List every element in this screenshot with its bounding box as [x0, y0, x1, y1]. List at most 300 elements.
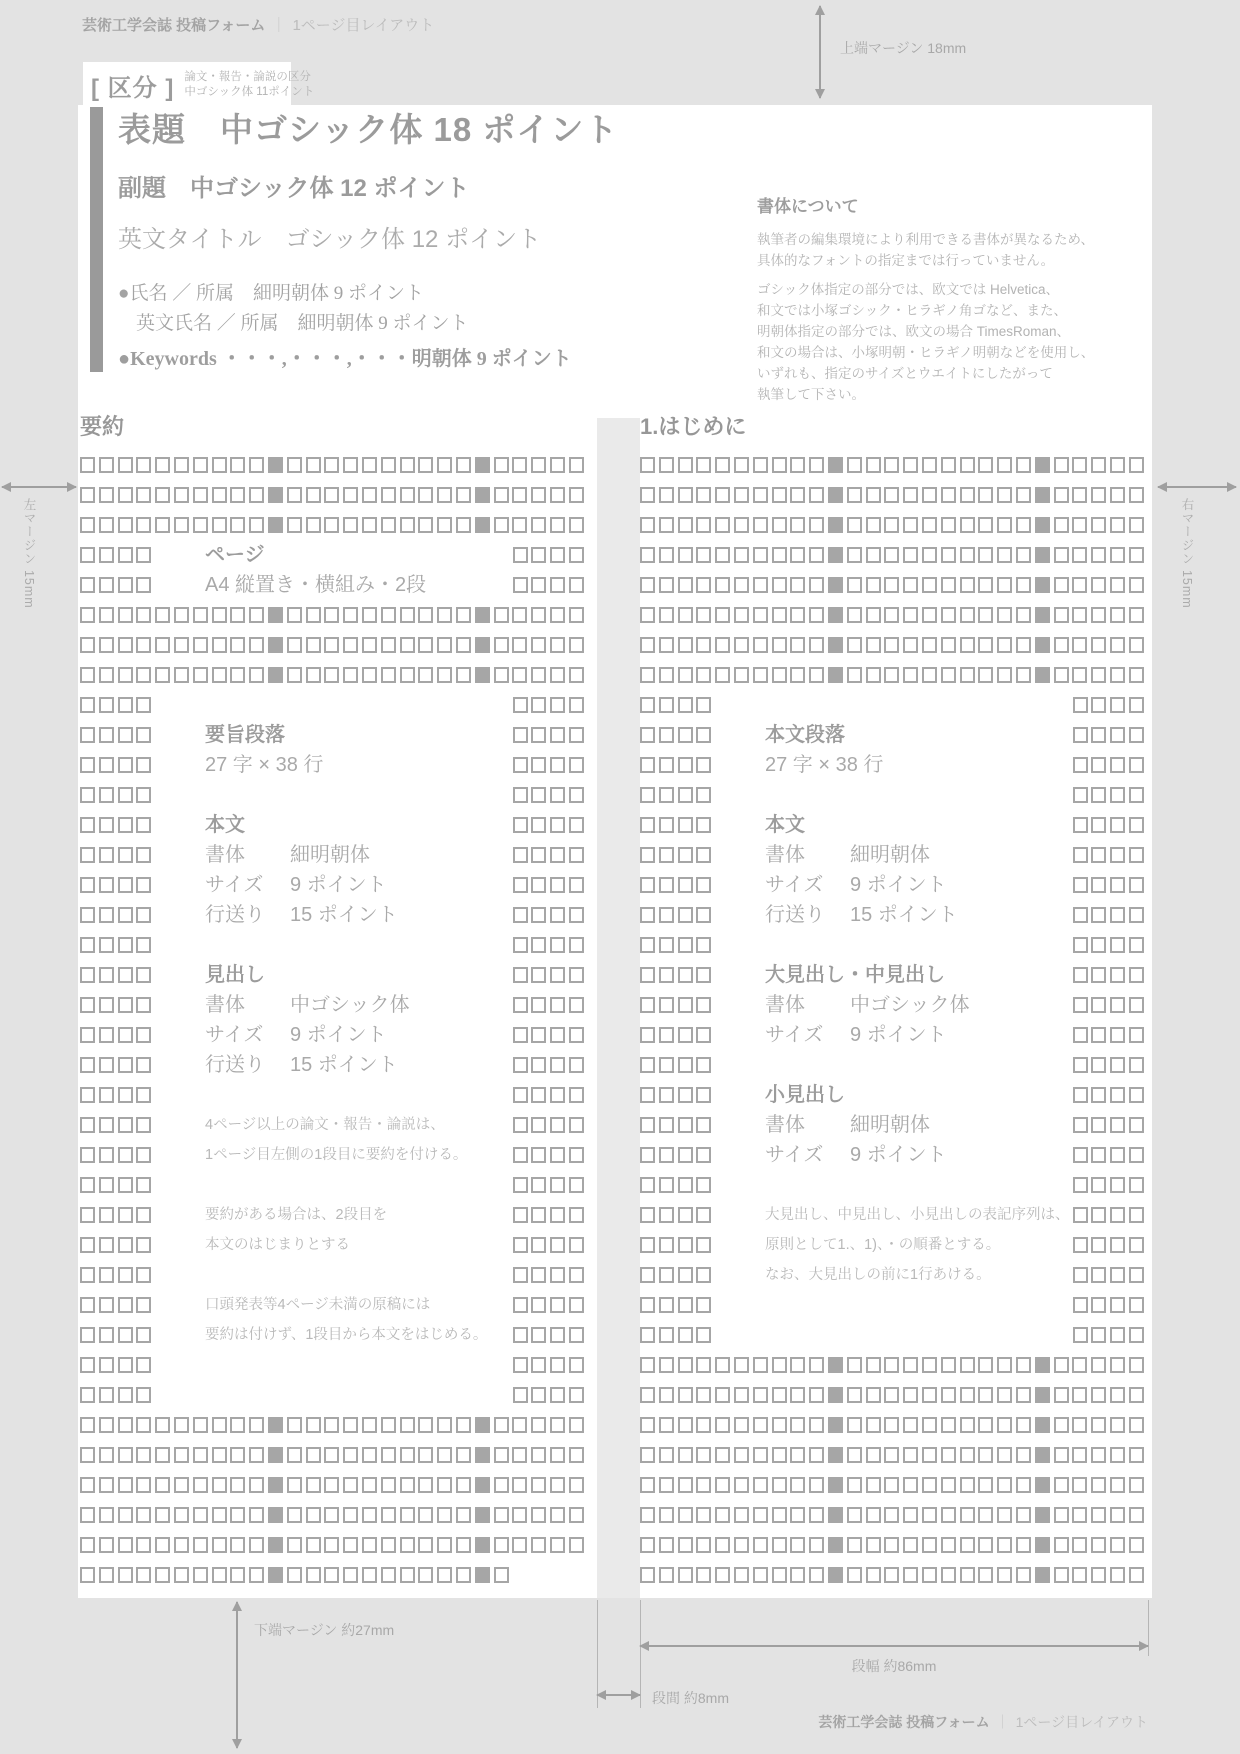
- placeholder-cell: [978, 457, 993, 473]
- placeholder-cell: [531, 667, 546, 683]
- placeholder-cell: [640, 1147, 655, 1163]
- side-cells-left: [80, 847, 151, 863]
- placeholder-cell: [659, 1477, 674, 1493]
- placeholder-cell: [324, 1537, 339, 1553]
- placeholder-cell: [753, 1387, 768, 1403]
- placeholder-cell: [753, 1417, 768, 1433]
- placeholder-cell: [1016, 607, 1031, 623]
- placeholder-cell: [306, 1417, 321, 1433]
- placeholder-cell: [960, 1417, 975, 1433]
- placeholder-cell: [1110, 907, 1125, 923]
- placeholder-cell: [659, 907, 674, 923]
- placeholder-cell: [531, 1387, 546, 1403]
- placeholder-cell: [884, 1507, 899, 1523]
- placeholder-cell: [136, 577, 151, 593]
- placeholder-cell: [550, 1387, 565, 1403]
- spec-label: [765, 1020, 947, 1050]
- placeholder-cell: [249, 1477, 264, 1493]
- placeholder-cell: [715, 1387, 730, 1403]
- spec-key: 書体: [765, 1114, 805, 1136]
- placeholder-cell: [324, 1507, 339, 1523]
- placeholder-cell: [306, 667, 321, 683]
- placeholder-cell: [193, 1417, 208, 1433]
- font-note-text: いずれも、指定のサイズとウエイトにしたがって: [757, 366, 1053, 381]
- placeholder-cell: [640, 907, 655, 923]
- placeholder-cell: [99, 727, 114, 743]
- placeholder-cell: [1110, 787, 1125, 803]
- placeholder-row: [80, 1560, 584, 1590]
- layout-note: 1ページ目左側の1段目に要約を付ける。: [205, 1147, 468, 1163]
- placeholder-cell: [1073, 787, 1088, 803]
- placeholder-cell: [640, 937, 655, 953]
- spec-label: [205, 840, 370, 870]
- placeholder-cell: [1072, 637, 1087, 653]
- placeholder-cell: [531, 577, 546, 593]
- placeholder-cell: [696, 457, 711, 473]
- placeholder-cell: [1091, 1027, 1106, 1043]
- placeholder-cell: [903, 1477, 918, 1493]
- side-cells-left: [80, 757, 151, 773]
- placeholder-cell: [99, 787, 114, 803]
- placeholder-cell: [569, 487, 584, 503]
- placeholder-cell: [324, 1447, 339, 1463]
- placeholder-row: [80, 1080, 584, 1110]
- placeholder-cell: [678, 1177, 693, 1193]
- placeholder-cell: [1091, 637, 1106, 653]
- side-cells-right: [513, 1387, 584, 1403]
- placeholder-cell: [715, 1567, 730, 1583]
- side-cells-right: [1073, 1327, 1144, 1343]
- placeholder-cell: [678, 697, 693, 713]
- placeholder-cell: [997, 1507, 1012, 1523]
- placeholder-cell: [1091, 1537, 1106, 1553]
- category-note: [184, 70, 314, 100]
- placeholder-cell: [99, 1057, 114, 1073]
- placeholder-cell: [531, 547, 546, 563]
- placeholder-cell: [790, 547, 805, 563]
- placeholder-cell: [136, 637, 151, 653]
- placeholder-cell: [1072, 577, 1087, 593]
- placeholder-cell: [212, 1507, 227, 1523]
- placeholder-cell: [118, 1267, 133, 1283]
- placeholder-cell: [809, 607, 824, 623]
- placeholder-cell: [696, 1147, 711, 1163]
- placeholder-cell: [418, 457, 433, 473]
- font-note-text: 執筆して下さい。: [757, 387, 865, 402]
- placeholder-cell: [287, 1417, 302, 1433]
- placeholder-cell: [80, 607, 95, 623]
- placeholder-cell: [1129, 1207, 1144, 1223]
- placeholder-cell: [287, 637, 302, 653]
- placeholder-row: [640, 900, 1144, 930]
- placeholder-cell: [1091, 487, 1106, 503]
- placeholder-cell: [1073, 1297, 1088, 1313]
- spec-label: 本文: [205, 814, 245, 836]
- placeholder-cell: [80, 697, 95, 713]
- placeholder-cell: [997, 667, 1012, 683]
- placeholder-cell: [494, 487, 509, 503]
- placeholder-cell: [136, 937, 151, 953]
- placeholder-cell: [678, 577, 693, 593]
- placeholder-cell: [99, 1357, 114, 1373]
- category-note-line1: 論文・報告・論説の区分: [184, 71, 311, 83]
- placeholder-cell: [381, 1417, 396, 1433]
- placeholder-cell: [174, 607, 189, 623]
- side-cells-left: [640, 1087, 711, 1103]
- placeholder-cell: [512, 1417, 527, 1433]
- placeholder-cell-solid: [828, 1567, 843, 1583]
- placeholder-cell: [494, 607, 509, 623]
- placeholder-cell: [1072, 1417, 1087, 1433]
- placeholder-cell: [1016, 637, 1031, 653]
- placeholder-row: [80, 1140, 584, 1170]
- placeholder-cell: [80, 487, 95, 503]
- placeholder-cell: [531, 487, 546, 503]
- placeholder-cell: [659, 637, 674, 653]
- placeholder-cell: [715, 667, 730, 683]
- placeholder-cell: [212, 517, 227, 533]
- side-cells-right: [513, 757, 584, 773]
- placeholder-cell: [513, 1087, 528, 1103]
- side-cells-right: [513, 907, 584, 923]
- placeholder-cell: [1091, 1357, 1106, 1373]
- placeholder-cell: [659, 1507, 674, 1523]
- placeholder-cell: [118, 1147, 133, 1163]
- placeholder-cell-solid: [1035, 1357, 1050, 1373]
- placeholder-row: [640, 1020, 1144, 1050]
- placeholder-cell: [1110, 1177, 1125, 1193]
- placeholder-cell: [1110, 457, 1125, 473]
- spec-key: サイズ: [765, 874, 824, 896]
- placeholder-cell: [80, 1117, 95, 1133]
- placeholder-cell: [99, 1177, 114, 1193]
- placeholder-cell: [1016, 1447, 1031, 1463]
- placeholder-cell: [678, 817, 693, 833]
- placeholder-cell: [696, 907, 711, 923]
- placeholder-cell-solid: [1035, 1507, 1050, 1523]
- placeholder-cell: [118, 1117, 133, 1133]
- placeholder-cell: [1091, 1567, 1106, 1583]
- spec-key: 行送り: [205, 1054, 265, 1076]
- placeholder-cell: [922, 517, 937, 533]
- placeholder-cell: [1054, 577, 1069, 593]
- placeholder-cell: [678, 937, 693, 953]
- placeholder-cell: [513, 967, 528, 983]
- placeholder-cell: [659, 1087, 674, 1103]
- spec-key: サイズ: [765, 1144, 824, 1166]
- placeholder-cell: [550, 997, 565, 1013]
- placeholder-row: [80, 1020, 584, 1050]
- placeholder-cell: [381, 667, 396, 683]
- side-cells-left: [640, 1027, 711, 1043]
- placeholder-cell: [99, 487, 114, 503]
- placeholder-cell-solid: [268, 1417, 283, 1433]
- placeholder-row: [640, 630, 1144, 660]
- placeholder-cell: [118, 637, 133, 653]
- placeholder-cell: [99, 607, 114, 623]
- placeholder-cell: [80, 637, 95, 653]
- placeholder-cell: [494, 1537, 509, 1553]
- placeholder-cell: [531, 1237, 546, 1253]
- placeholder-cell: [324, 457, 339, 473]
- placeholder-cell: [734, 607, 749, 623]
- placeholder-row: [80, 840, 584, 870]
- placeholder-cell: [343, 1567, 358, 1583]
- placeholder-cell: [659, 1297, 674, 1313]
- placeholder-cell: [753, 1447, 768, 1463]
- placeholder-cell: [640, 667, 655, 683]
- placeholder-cell: [1110, 1027, 1125, 1043]
- placeholder-cell: [640, 457, 655, 473]
- placeholder-cell: [847, 637, 862, 653]
- placeholder-cell: [136, 1087, 151, 1103]
- placeholder-cell: [1016, 1507, 1031, 1523]
- placeholder-cell: [193, 1477, 208, 1493]
- font-note-title: 書体について: [757, 197, 859, 216]
- placeholder-cell: [1073, 967, 1088, 983]
- placeholder-row: [640, 1200, 1144, 1230]
- placeholder-cell: [1072, 1537, 1087, 1553]
- layout-note: 大見出し、中見出し、小見出しの表記序列は、: [765, 1207, 1070, 1223]
- placeholder-cell: [659, 1027, 674, 1043]
- layout-note: 4ページ以上の論文・報告・論説は、: [205, 1117, 445, 1133]
- placeholder-cell: [381, 637, 396, 653]
- placeholder-cell: [550, 607, 565, 623]
- placeholder-cell: [640, 1177, 655, 1193]
- placeholder-cell: [400, 607, 415, 623]
- placeholder-cell: [941, 577, 956, 593]
- placeholder-cell: [513, 817, 528, 833]
- placeholder-cell: [437, 607, 452, 623]
- placeholder-cell: [1129, 697, 1144, 713]
- placeholder-cell: [1054, 457, 1069, 473]
- placeholder-cell: [941, 487, 956, 503]
- placeholder-row: [640, 1230, 1144, 1260]
- placeholder-row: [640, 1350, 1144, 1380]
- placeholder-cell-solid: [1035, 1567, 1050, 1583]
- placeholder-cell: [400, 667, 415, 683]
- placeholder-cell: [249, 517, 264, 533]
- placeholder-cell: [212, 1567, 227, 1583]
- placeholder-cell: [1072, 547, 1087, 563]
- side-cells-left: [80, 1207, 151, 1223]
- side-cells-left: [80, 997, 151, 1013]
- placeholder-row: [640, 720, 1144, 750]
- placeholder-cell: [249, 1417, 264, 1433]
- placeholder-cell: [866, 1447, 881, 1463]
- placeholder-cell: [1110, 727, 1125, 743]
- placeholder-cell: [922, 1357, 937, 1373]
- placeholder-cell: [1110, 1387, 1125, 1403]
- placeholder-cell: [118, 1567, 133, 1583]
- side-cells-left: [80, 937, 151, 953]
- placeholder-cell: [136, 457, 151, 473]
- placeholder-cell: [569, 547, 584, 563]
- placeholder-cell: [659, 1537, 674, 1553]
- placeholder-cell-solid: [828, 607, 843, 623]
- placeholder-cell-solid: [828, 667, 843, 683]
- placeholder-cell: [678, 1237, 693, 1253]
- placeholder-cell: [1110, 1117, 1125, 1133]
- header: [82, 14, 434, 35]
- placeholder-cell: [696, 1357, 711, 1373]
- placeholder-cell: [978, 1477, 993, 1493]
- placeholder-cell: [550, 1327, 565, 1343]
- english-title: 英文タイトル ゴシック体 12 ポイント: [118, 226, 542, 253]
- placeholder-cell: [678, 1447, 693, 1463]
- side-cells-left: [80, 1327, 151, 1343]
- placeholder-cell: [772, 487, 787, 503]
- placeholder-cell: [659, 937, 674, 953]
- placeholder-cell: [1129, 907, 1144, 923]
- placeholder-cell: [155, 1447, 170, 1463]
- placeholder-cell: [997, 457, 1012, 473]
- placeholder-cell: [772, 607, 787, 623]
- side-cells-left: [640, 1177, 711, 1193]
- placeholder-cell: [734, 1387, 749, 1403]
- placeholder-cell: [1129, 937, 1144, 953]
- placeholder-cell: [1091, 1507, 1106, 1523]
- placeholder-cell: [569, 1207, 584, 1223]
- placeholder-cell: [1110, 487, 1125, 503]
- placeholder-cell: [418, 1417, 433, 1433]
- placeholder-cell: [569, 847, 584, 863]
- placeholder-cell: [99, 757, 114, 773]
- placeholder-cell: [772, 1447, 787, 1463]
- placeholder-cell: [80, 1327, 95, 1343]
- placeholder-cell: [640, 757, 655, 773]
- placeholder-cell: [903, 1567, 918, 1583]
- placeholder-cell: [866, 667, 881, 683]
- placeholder-cell: [362, 1417, 377, 1433]
- placeholder-cell: [400, 1477, 415, 1493]
- placeholder-cell: [306, 1507, 321, 1523]
- placeholder-cell: [494, 1447, 509, 1463]
- placeholder-cell: [80, 937, 95, 953]
- spec-value: 細明朝体: [850, 844, 930, 866]
- placeholder-cell: [99, 1537, 114, 1553]
- placeholder-cell: [80, 817, 95, 833]
- side-cells-left: [80, 1267, 151, 1283]
- placeholder-cell: [80, 1477, 95, 1493]
- spec-value: 9 ポイント: [290, 874, 387, 896]
- placeholder-cell: [512, 517, 527, 533]
- placeholder-cell: [1129, 1327, 1144, 1343]
- font-note-text: 明朝体指定の部分では、欧文の場合 TimesRoman、: [757, 324, 1071, 339]
- placeholder-cell: [550, 757, 565, 773]
- placeholder-cell: [640, 577, 655, 593]
- placeholder-cell: [569, 817, 584, 833]
- placeholder-row: [80, 1380, 584, 1410]
- placeholder-cell: [324, 487, 339, 503]
- placeholder-cell: [678, 907, 693, 923]
- placeholder-cell: [1073, 1267, 1088, 1283]
- placeholder-cell-solid: [475, 1537, 490, 1553]
- side-cells-right: [1073, 1237, 1144, 1253]
- placeholder-row: [80, 1110, 584, 1140]
- side-cells-left: [640, 697, 711, 713]
- placeholder-row: [80, 1440, 584, 1470]
- placeholder-cell: [550, 577, 565, 593]
- placeholder-cell: [884, 517, 899, 533]
- placeholder-cell: [1073, 847, 1088, 863]
- placeholder-row: [80, 960, 584, 990]
- placeholder-cell: [362, 1447, 377, 1463]
- placeholder-cell: [978, 607, 993, 623]
- placeholder-cell: [550, 637, 565, 653]
- placeholder-cell: [136, 877, 151, 893]
- placeholder-cell: [99, 1567, 114, 1583]
- side-cells-left: [80, 1357, 151, 1373]
- spec-key: 行送り: [765, 904, 825, 926]
- placeholder-cell: [922, 637, 937, 653]
- placeholder-cell: [550, 1537, 565, 1553]
- placeholder-cell: [1073, 1327, 1088, 1343]
- spec-label: [765, 900, 958, 930]
- placeholder-cell: [640, 1507, 655, 1523]
- spec-label: [765, 840, 930, 870]
- placeholder-cell-solid: [268, 667, 283, 683]
- placeholder-cell: [513, 1207, 528, 1223]
- placeholder-cell: [118, 787, 133, 803]
- spec-value: 中ゴシック体: [850, 994, 970, 1016]
- placeholder-row: [80, 780, 584, 810]
- placeholder-cell: [1073, 1237, 1088, 1253]
- placeholder-cell: [531, 937, 546, 953]
- placeholder-cell: [550, 727, 565, 743]
- placeholder-cell: [80, 1387, 95, 1403]
- spec-label: 大見出し・中見出し: [765, 964, 945, 986]
- placeholder-cell: [136, 487, 151, 503]
- abstract-column: [80, 412, 584, 1590]
- placeholder-cell: [715, 457, 730, 473]
- introduction-heading: 1.はじめに: [640, 414, 747, 439]
- placeholder-cell: [343, 1447, 358, 1463]
- placeholder-cell: [734, 1357, 749, 1373]
- placeholder-cell: [362, 1477, 377, 1493]
- side-cells-right: [513, 877, 584, 893]
- placeholder-cell: [99, 577, 114, 593]
- placeholder-cell: [155, 487, 170, 503]
- side-cells-left: [80, 1087, 151, 1103]
- placeholder-cell: [790, 457, 805, 473]
- placeholder-cell: [155, 1477, 170, 1493]
- placeholder-cell: [715, 487, 730, 503]
- placeholder-cell: [437, 667, 452, 683]
- placeholder-cell: [790, 517, 805, 533]
- spec-label: 27 字 × 38 行: [205, 754, 324, 776]
- placeholder-cell: [847, 577, 862, 593]
- placeholder-cell: [1073, 1177, 1088, 1193]
- placeholder-cell: [418, 1447, 433, 1463]
- placeholder-cell: [343, 607, 358, 623]
- placeholder-cell: [513, 1297, 528, 1313]
- header-separator: ｜: [271, 17, 287, 34]
- placeholder-cell: [715, 577, 730, 593]
- placeholder-cell: [903, 457, 918, 473]
- placeholder-cell: [1072, 1447, 1087, 1463]
- placeholder-cell: [118, 1357, 133, 1373]
- spec-key: サイズ: [205, 1024, 264, 1046]
- placeholder-cell: [249, 1567, 264, 1583]
- placeholder-cell: [306, 637, 321, 653]
- placeholder-cell-solid: [475, 1447, 490, 1463]
- placeholder-cell: [136, 1447, 151, 1463]
- placeholder-cell: [734, 457, 749, 473]
- placeholder-cell: [343, 1537, 358, 1553]
- placeholder-cell: [512, 667, 527, 683]
- placeholder-cell-solid: [1035, 667, 1050, 683]
